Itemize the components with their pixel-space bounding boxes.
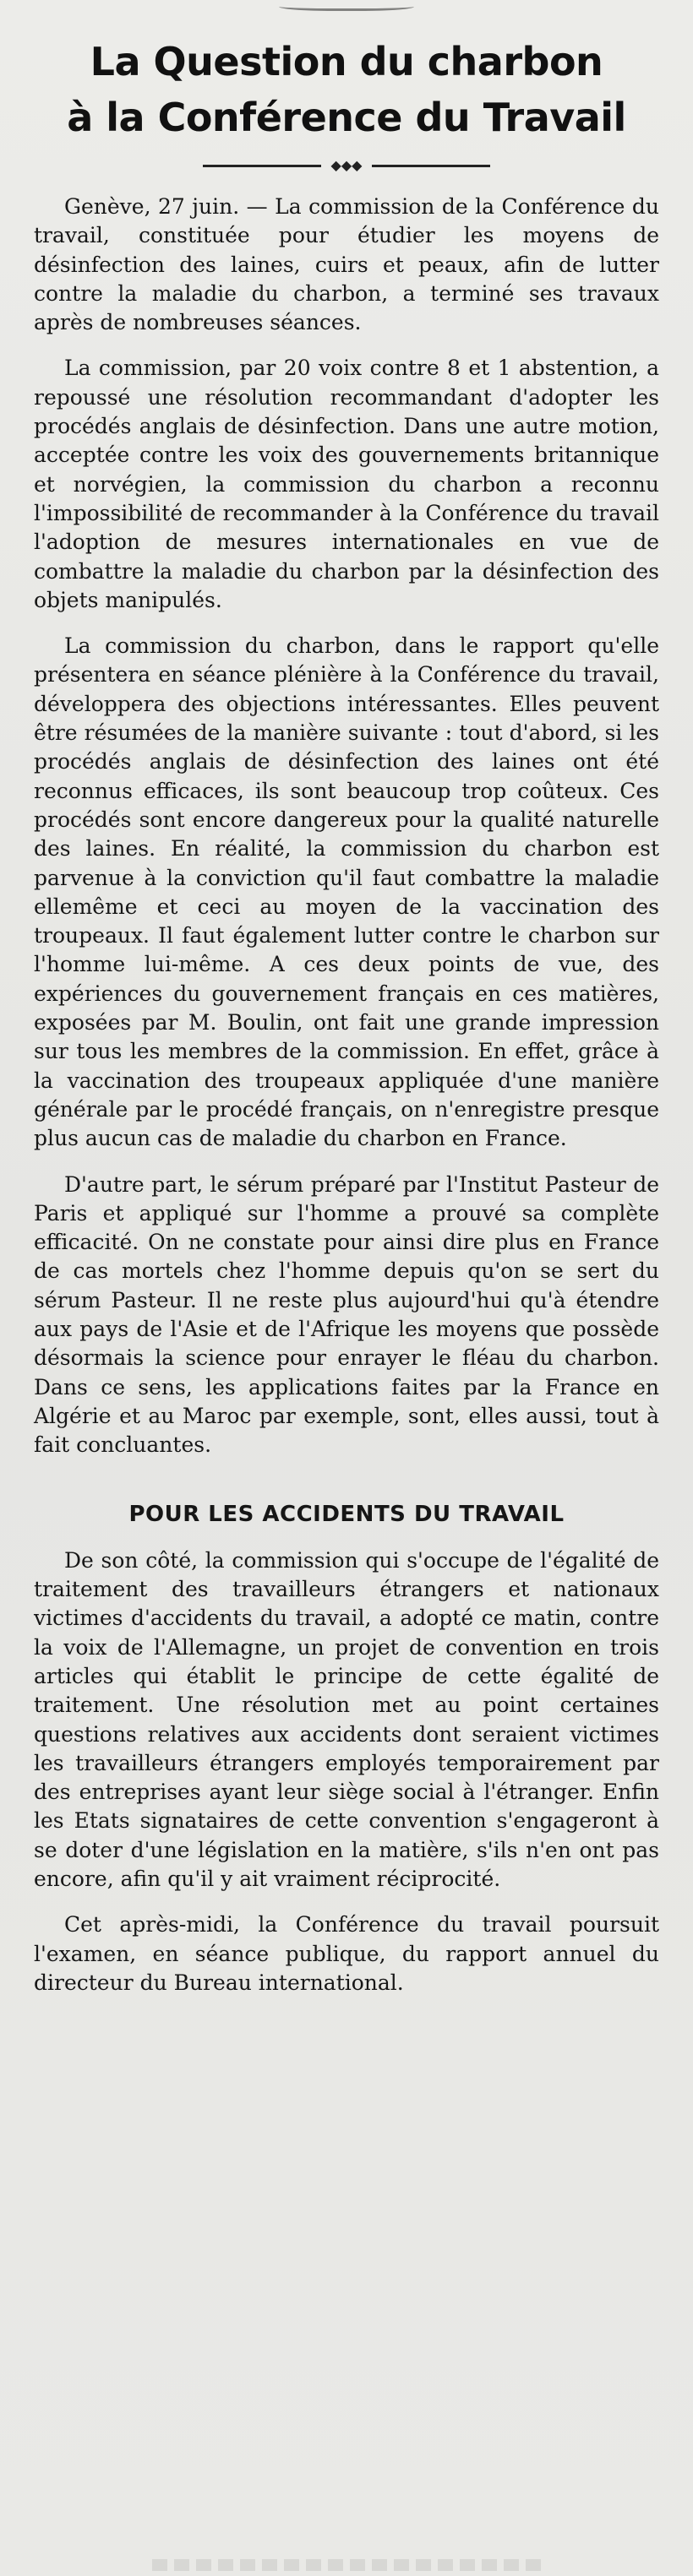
paragraph-vote: La commission, par 20 voix contre 8 et 1 abstention, a repoussé une résolution recommandant d'adopter les procédés anglais de désinfection. Dans une autre motion, acceptée contre les voix des gouvernements britannique et norvégien, la commission du charbon a reconnu l'impossibilité de recommander à la Conférence du travail l'adoption de mesures internationales en vue de combattre la maladie du charbon par la désinfection des objets manipulés. xyxy=(34,356,659,612)
separator-line-right xyxy=(372,165,490,167)
paragraph-afternoon: Cet après-midi, la Conférence du travail poursuit l'examen, en séance publique, du rapport annuel du directeur du Bureau international. xyxy=(34,1912,659,1995)
paragraph-accidents: De son côté, la commission qui s'occupe de l'égalité de traitement des travailleurs étrangers et nationaux victimes d'accidents du travail, a adopté ce matin, contre la voix de l'Allemagne, un projet de convention en trois articles qui établit le principe de cette égalité de traitement. Une résolution met au point certaines questions relatives aux accidents dont seraient victimes les travailleurs étrangers employés temporairement par des entreprises ayant leur siège social à l'étranger. Enfin les Etats signataires de cette convention s'engageront à se doter d'une législation en la matière, s'ils n'en ont pas encore, afin qu'il y ait vraiment réciprocité. xyxy=(34,1547,659,1892)
paragraph-dateline: Genève, 27 juin. — La commission de la Conférence du travail, constituée pour étudier les moyens de désinfection des laines, cuirs et peaux, afin de lutter contre la maladie du charbon, a terminé ses travaux après de nombreuses séances. xyxy=(34,194,659,335)
separator-line-left xyxy=(203,165,321,167)
paragraph-serum: D'autre part, le sérum préparé par l'Institut Pasteur de Paris et appliqué sur l'homme a prouvé sa complète efficacité. On ne constate pour ainsi dire plus en France de cas mortels chez l'homme depuis qu'on se sert du sérum Pasteur. Il ne reste plus aujourd'hui qu'à étendre aux pays de l'Asie et de l'Afrique les moyens que possède désormais la science pour enrayer le fléau du charbon. Dans ce sens, les applications faites par la France en Algérie et au Maroc par exemple, sont, elles aussi, tout à fait concluantes. xyxy=(34,1171,659,1458)
article-body xyxy=(34,193,659,2014)
top-ornament xyxy=(279,0,414,11)
bleed-through-text xyxy=(152,2559,541,2571)
title-separator xyxy=(0,157,693,174)
paragraph-objections: La commission du charbon, dans le rapport qu'elle présentera en séance plénière à la Conférence du travail, développera des objections intéressantes. Elles peuvent être résumées de la manière suivante : tout d'abord, si les procédés anglais de désinfection des laines ont été reconnus efficaces, ils sont beaucoup trop coûteux. Ces procédés sont encore dangereux pour la qualité naturelle des laines. En réalité, la commission du charbon est parvenue à la conviction qu'il faut combattre la maladie ellemême et ceci au moyen de la vaccination des troupeaux. Il faut également lutter contre le charbon sur l'homme lui-même. A ces deux points de vue, des expériences du gouvernement français en ces matières, exposées par M. Boulin, ont fait une grande impression sur tous les membres de la commission. En effet, grâce à la vaccination des troupeaux appliquée d'une manière générale par le procédé français, on n'enregistre presque plus aucun cas de maladie du charbon en France. xyxy=(34,633,659,1151)
headline-line-1: La Question du charbon xyxy=(90,39,603,84)
headline-line-2: à la Conférence du Travail xyxy=(67,95,626,140)
separator-ornament-icon: ◆◆◆ xyxy=(330,157,363,173)
section-subheading: POUR LES ACCIDENTS DU TRAVAIL xyxy=(128,1502,565,1528)
headline xyxy=(17,34,676,145)
